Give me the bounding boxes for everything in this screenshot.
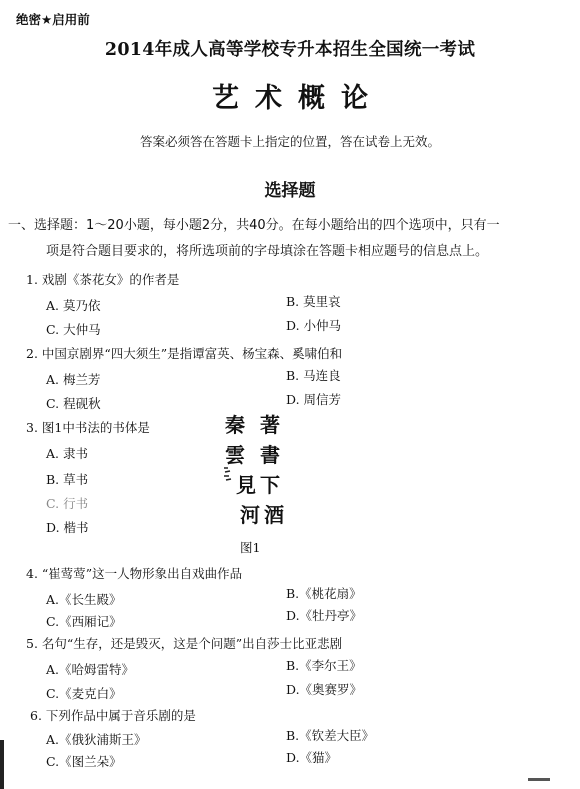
question-4-stem: 4. “崔莺莺”这一人物形象出自戏曲作品: [26, 566, 243, 581]
question-5-option-b: B.《李尔王》: [286, 658, 362, 673]
question-4-option-b: B.《桃花扇》: [286, 586, 362, 601]
question-4-option-a: A.《长生殿》: [46, 592, 122, 607]
calligraphy-char-6: 見: [236, 473, 256, 497]
question-6-option-b: B.《钦差大臣》: [286, 728, 375, 743]
scan-corner-mark: [528, 778, 550, 781]
question-1-stem: 1. 戏剧《茶花女》的作者是: [26, 272, 180, 287]
question-1-option-c: C. 大仲马: [46, 322, 101, 337]
calligraphy-char-8: 酒: [264, 503, 284, 527]
calligraphy-char-2: 雲: [225, 443, 245, 467]
question-5-option-a: A.《哈姆雷特》: [46, 662, 135, 677]
calligraphy-char-5: 下: [260, 473, 280, 497]
calligraphy-char-1: 秦: [225, 413, 245, 437]
calligraphy-char-7: 河: [240, 503, 260, 527]
calligraphy-char-3: 著: [260, 413, 280, 437]
question-3-option-a: A. 隶书: [46, 446, 88, 461]
subject-title: 艺术概论: [212, 83, 384, 114]
question-2-option-b: B. 马连良: [286, 368, 341, 383]
question-1-option-d: D. 小仲马: [286, 318, 342, 333]
question-3-option-d: D. 楷书: [46, 520, 89, 535]
question-2-option-d: D. 周信芳: [286, 392, 342, 407]
question-5-option-c: C.《麦克白》: [46, 686, 122, 701]
question-6-option-d: D.《猫》: [286, 750, 338, 765]
question-4-option-c: C.《西厢记》: [46, 614, 122, 629]
section-title: 选择题: [264, 181, 316, 201]
figure-caption: 图1: [240, 540, 261, 555]
calligraphy-figure: [222, 410, 294, 530]
question-3-option-c: C. 行书: [46, 496, 89, 511]
question-6-option-a: A.《俄狄浦斯王》: [46, 732, 147, 747]
scan-edge-shadow: [0, 740, 4, 789]
question-1-option-b: B. 莫里哀: [286, 294, 341, 309]
exam-title: 2014年成人高等学校专升本招生全国统一考试: [104, 40, 476, 60]
calligraphy-char-4: 書: [260, 443, 280, 467]
question-3-option-b: B. 草书: [46, 472, 89, 487]
question-1-option-a: A. 莫乃依: [46, 298, 101, 313]
question-5-option-d: D.《奥赛罗》: [286, 682, 363, 697]
question-6-option-c: C.《图兰朵》: [46, 754, 122, 769]
question-4-option-d: D.《牡丹亭》: [286, 608, 363, 623]
question-6-stem: 6. 下列作品中属于音乐剧的是: [30, 708, 196, 723]
question-5-stem: 5. 名句“生存，还是毁灭，这是个问题”出自莎士比亚悲剧: [26, 636, 343, 651]
question-3-stem: 3. 图1中书法的书体是: [26, 420, 150, 435]
calligraphy-image: [222, 410, 294, 530]
confidential-label: 绝密★启用前: [16, 12, 90, 27]
question-2-option-a: A. 梅兰芳: [46, 372, 101, 387]
answer-note: 答案必须答在答题卡上指定的位置，答在试卷上无效。: [139, 134, 440, 149]
seal-script-marks: [224, 468, 231, 480]
question-2-option-c: C. 程砚秋: [46, 396, 101, 411]
question-2-stem: 2. 中国京剧界“四大须生”是指谭富英、杨宝森、奚啸伯和: [26, 346, 343, 361]
section-instruction-line2: 项是符合题目要求的，将所选项前的字母填涂在答题卡相应题号的信息点上。: [46, 244, 489, 259]
section-instruction-line1: 一、选择题：1～20小题，每小题2分，共40分。在每小题给出的四个选项中，只有一: [8, 218, 500, 233]
